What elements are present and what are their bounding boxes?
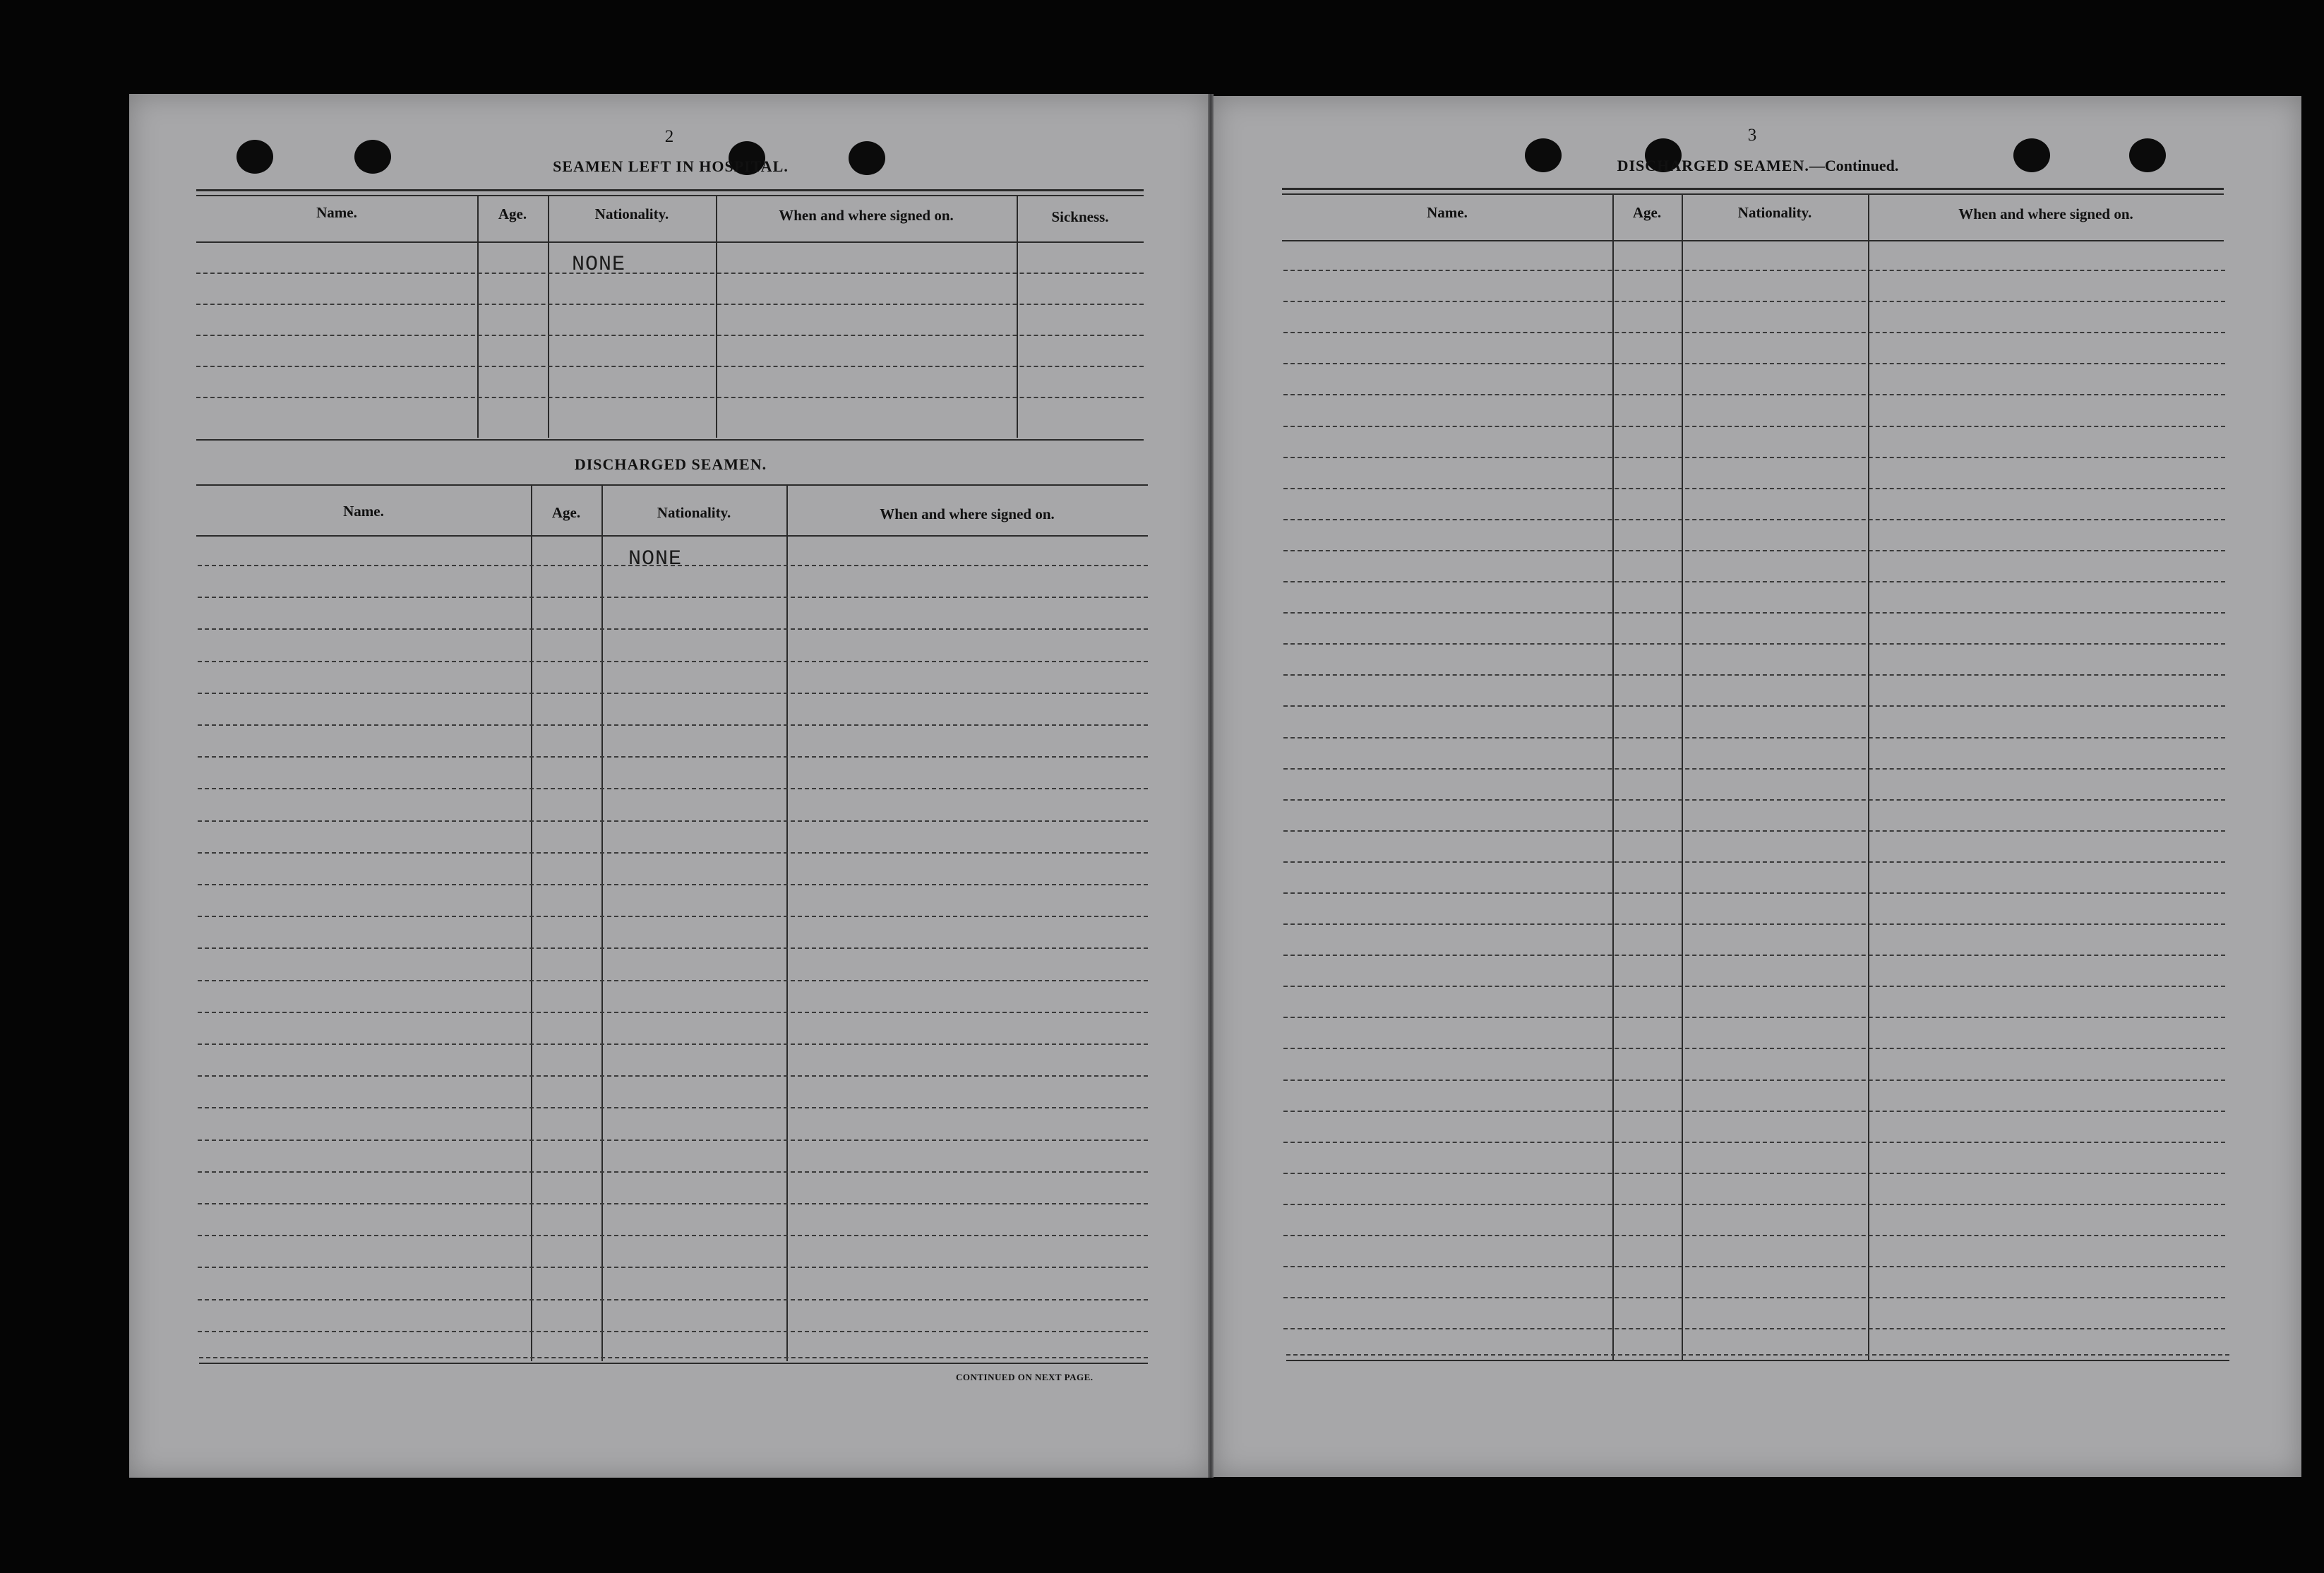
ruled-line: [1283, 270, 2225, 271]
ruled-line: [1283, 737, 2225, 738]
table-top-rule: [1282, 188, 2224, 190]
ruled-line: [1283, 986, 2225, 987]
column-divider: [531, 484, 532, 1361]
page-gutter: [1208, 94, 1214, 1478]
title-main: DISCHARGED SEAMEN.: [1617, 157, 1809, 174]
column-divider: [1682, 193, 1683, 1361]
column-header-name: Name.: [343, 503, 384, 520]
right-page: [1213, 96, 2301, 1477]
column-divider: [477, 195, 479, 438]
ruled-line: [1283, 1048, 2225, 1049]
continued-note: CONTINUED ON NEXT PAGE.: [956, 1372, 1094, 1382]
column-header-sickness: Sickness.: [1051, 208, 1109, 225]
table-bottom-rule: [1286, 1354, 2229, 1356]
ruled-line: [1283, 1142, 2225, 1143]
ruled-line: [1283, 643, 2225, 645]
ruled-line: [198, 1012, 1148, 1013]
hospital-section-title: SEAMEN LEFT IN HOSPITAL.: [553, 157, 789, 175]
ruled-line: [198, 820, 1148, 822]
ruled-line: [196, 397, 1144, 398]
ruled-line: [198, 756, 1148, 758]
column-header-nationality: Nationality.: [594, 205, 669, 222]
table-top-rule: [196, 189, 1144, 191]
left-page: [129, 94, 1209, 1478]
ruled-line: [198, 661, 1148, 662]
ruled-line: [1283, 892, 2225, 894]
column-header-signed-on: When and where signed on.: [1958, 205, 2133, 222]
ruled-line: [1283, 550, 2225, 551]
ruled-line: [1283, 612, 2225, 614]
column-header-signed-on: When and where signed on.: [779, 207, 954, 224]
table-top-rule: [196, 484, 1148, 486]
ruled-line: [1283, 363, 2225, 364]
table-header-rule: [196, 535, 1148, 537]
column-header-signed-on: When and where signed on.: [880, 506, 1055, 522]
ruled-line: [196, 273, 1144, 274]
hospital-entry: NONE: [572, 253, 626, 277]
discharged-continued-title: [1553, 157, 1963, 175]
discharged-entry: NONE: [628, 547, 683, 571]
table-top-rule: [196, 195, 1144, 196]
column-divider: [1612, 193, 1614, 1361]
column-divider: [548, 195, 549, 438]
ruled-line: [198, 693, 1148, 694]
table-bottom-rule: [199, 1357, 1148, 1358]
column-divider: [1017, 195, 1018, 438]
ruled-line: [198, 1299, 1148, 1300]
ruled-line: [198, 724, 1148, 726]
column-divider: [1868, 193, 1869, 1361]
discharged-section-title: DISCHARGED SEAMEN.: [574, 455, 767, 473]
ruled-line: [1283, 1235, 2225, 1236]
table-bottom-rule: [1286, 1360, 2229, 1361]
ruled-line: [1283, 1017, 2225, 1018]
ruled-line: [198, 1267, 1148, 1268]
ruled-line: [1283, 861, 2225, 863]
ruled-line: [1283, 519, 2225, 520]
ruled-line: [1283, 799, 2225, 801]
column-header-age: Age.: [1632, 204, 1662, 221]
column-header-nationality: Nationality.: [1737, 204, 1812, 221]
ruled-line: [198, 1331, 1148, 1332]
column-header-nationality: Nationality.: [657, 504, 731, 521]
table-header-rule: [1282, 240, 2224, 241]
ruled-line: [1283, 1079, 2225, 1081]
ruled-line: [1283, 332, 2225, 333]
punch-hole: [2129, 138, 2166, 172]
ruled-line: [198, 1171, 1148, 1173]
section-rule: [196, 439, 1144, 441]
punch-hole: [236, 140, 273, 174]
column-divider: [786, 484, 788, 1361]
punch-hole: [849, 141, 885, 175]
page-number: 3: [1747, 126, 1757, 145]
ruled-line: [1283, 705, 2225, 707]
ruled-line: [198, 916, 1148, 917]
table-header-rule: [196, 241, 1144, 243]
column-header-name: Name.: [316, 204, 357, 221]
ruled-line: [1283, 768, 2225, 770]
ruled-line: [1283, 674, 2225, 676]
ruled-line: [198, 852, 1148, 854]
ruled-line: [1283, 394, 2225, 395]
ruled-line: [1283, 1173, 2225, 1174]
title-suffix: —Continued.: [1809, 157, 1899, 174]
ruled-line: [1283, 488, 2225, 489]
punch-hole: [354, 140, 391, 174]
ruled-line: [198, 1043, 1148, 1045]
ruled-line: [1283, 301, 2225, 302]
column-header-name: Name.: [1427, 204, 1468, 221]
ruled-line: [198, 980, 1148, 981]
ruled-line: [198, 1140, 1148, 1141]
ruled-line: [1283, 457, 2225, 458]
ruled-line: [1283, 830, 2225, 832]
ruled-line: [1283, 923, 2225, 925]
column-header-age: Age.: [551, 504, 581, 521]
ruled-line: [1283, 955, 2225, 956]
punch-hole: [2013, 138, 2050, 172]
table-bottom-rule: [199, 1363, 1148, 1364]
ruled-line: [198, 1235, 1148, 1236]
ruled-line: [1283, 581, 2225, 582]
ruled-line: [198, 788, 1148, 789]
ruled-line: [196, 304, 1144, 305]
column-header-age: Age.: [498, 205, 527, 222]
ruled-line: [196, 366, 1144, 367]
ruled-line: [198, 884, 1148, 885]
ruled-line: [1283, 1297, 2225, 1298]
ruled-line: [198, 628, 1148, 630]
table-top-rule: [1282, 193, 2224, 195]
ruled-line: [1283, 426, 2225, 427]
ruled-line: [1283, 1266, 2225, 1267]
ruled-line: [198, 1075, 1148, 1077]
page-number: 2: [664, 127, 674, 146]
ruled-line: [1283, 1328, 2225, 1329]
ruled-line: [198, 1203, 1148, 1204]
column-divider: [601, 484, 603, 1361]
ruled-line: [1283, 1204, 2225, 1205]
column-divider: [716, 195, 717, 438]
ruled-line: [198, 1107, 1148, 1108]
ruled-line: [198, 947, 1148, 949]
ruled-line: [196, 335, 1144, 336]
ruled-line: [1283, 1111, 2225, 1112]
ruled-line: [198, 597, 1148, 598]
